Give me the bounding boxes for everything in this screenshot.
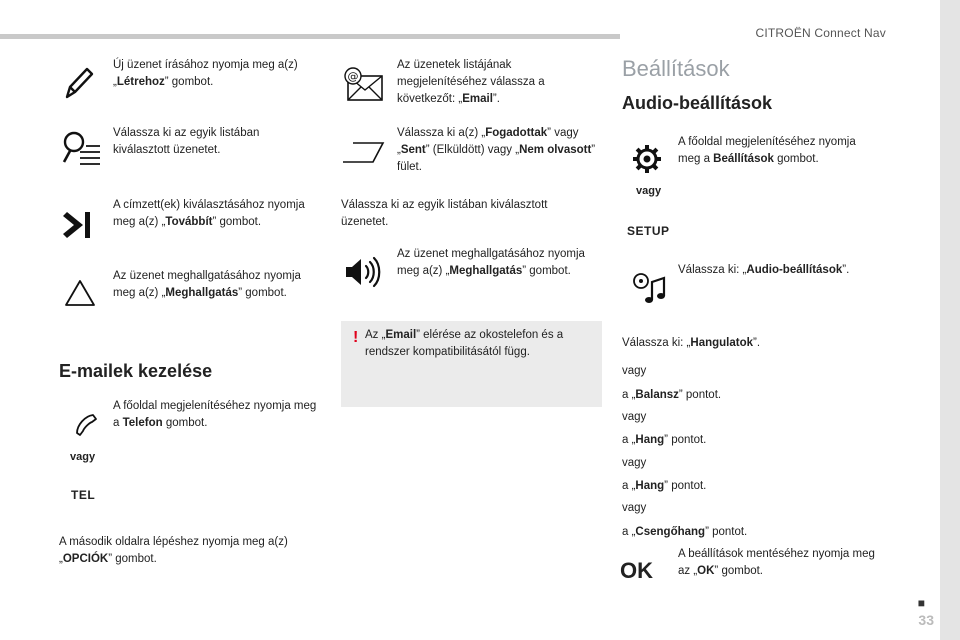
phone-icon	[72, 410, 100, 438]
search-list-icon	[60, 128, 102, 170]
section-title-email: E-mailek kezelése	[59, 361, 213, 381]
email-envelope-icon	[342, 66, 384, 102]
page-number: 33	[918, 612, 934, 628]
setup-button-label: SETUP	[627, 224, 670, 238]
or-label: vagy	[70, 451, 96, 463]
sound-item-2: a „Hang” pontot.	[622, 480, 707, 492]
audio-settings-instruction: Válassza ki: „Audio-beállítások”.	[678, 264, 850, 276]
notice-text: Az „Email” elérése az okostelefon és a rendszer kompatibilitásától függ.	[365, 329, 564, 358]
ok-button-label: OK	[620, 558, 653, 583]
balance-item: a „Balansz” pontot.	[622, 389, 722, 401]
svg-text:@: @	[347, 70, 359, 83]
pencil-icon	[60, 62, 96, 102]
select-message-text: Válassza ki az egyik listában kiválasztott üzenetet.	[113, 127, 260, 156]
save-settings-instruction: A beállítások mentéséhez nyomja meg az „OK” gombot.	[678, 548, 875, 577]
play-icon	[62, 278, 98, 308]
forward-icon	[60, 207, 96, 243]
phone-instruction: A főoldal megjelenítéséhez nyomja meg a Telefon gombot.	[113, 400, 317, 429]
or-text-2: vagy	[622, 411, 647, 423]
or-text-1: vagy	[622, 365, 647, 377]
compatibility-notice	[341, 321, 602, 407]
forward-instruction: A címzett(ek) kiválasztásához nyomja meg a(z) „Továbbít” gombot.	[113, 199, 305, 228]
compose-instruction: Új üzenet írásához nyomja meg a(z) „Létrehoz” gombot.	[113, 59, 298, 88]
tel-button-label: TEL	[71, 488, 96, 502]
page-header-title: CITROËN Connect Nav	[755, 26, 886, 40]
tab-icon	[341, 140, 387, 164]
settings-instruction: A főoldal megjelenítéséhez nyomja meg a Beállítások gombot.	[678, 136, 856, 165]
gear-icon	[631, 143, 663, 175]
ambience-instruction: Válassza ki: „Hangulatok”.	[622, 337, 761, 349]
tab-select-instruction: Válassza ki a(z) „Fogadottak” vagy „Sent” (Elküldött) vagy „Nem olvasott” fület.	[397, 127, 596, 173]
or-text-4: vagy	[622, 502, 647, 514]
sound-item-1: a „Hang” pontot.	[622, 434, 707, 446]
ringtone-item: a „Csengőhang” pontot.	[622, 526, 748, 538]
page-title: Beállítások	[622, 56, 730, 81]
side-strip	[940, 0, 960, 640]
audio-settings-icon	[630, 270, 668, 306]
select-message-text-2: Válassza ki az egyik listában kiválasztott üzenetet.	[341, 199, 548, 228]
section-title-audio: Audio-beállítások	[622, 93, 773, 113]
speaker-icon	[343, 256, 383, 288]
or-text-3: vagy	[622, 457, 647, 469]
email-list-instruction: Az üzenetek listájának megjelenítéséhez válassza a következőt: „Email”.	[397, 59, 545, 105]
listen-instruction-2: Az üzenet meghallgatásához nyomja meg a(z) „Meghallgatás” gombot.	[397, 248, 585, 277]
listen-instruction: Az üzenet meghallgatásához nyomja meg a(z) „Meghallgatás” gombot.	[113, 270, 301, 299]
options-instruction: A második oldalra lépéshez nyomja meg a(z) „OPCIÓK” gombot.	[59, 536, 288, 565]
or-label-settings: vagy	[636, 185, 662, 197]
warning-icon: !	[353, 329, 359, 346]
header-rule	[0, 34, 620, 39]
page-marker: ■	[917, 596, 925, 610]
